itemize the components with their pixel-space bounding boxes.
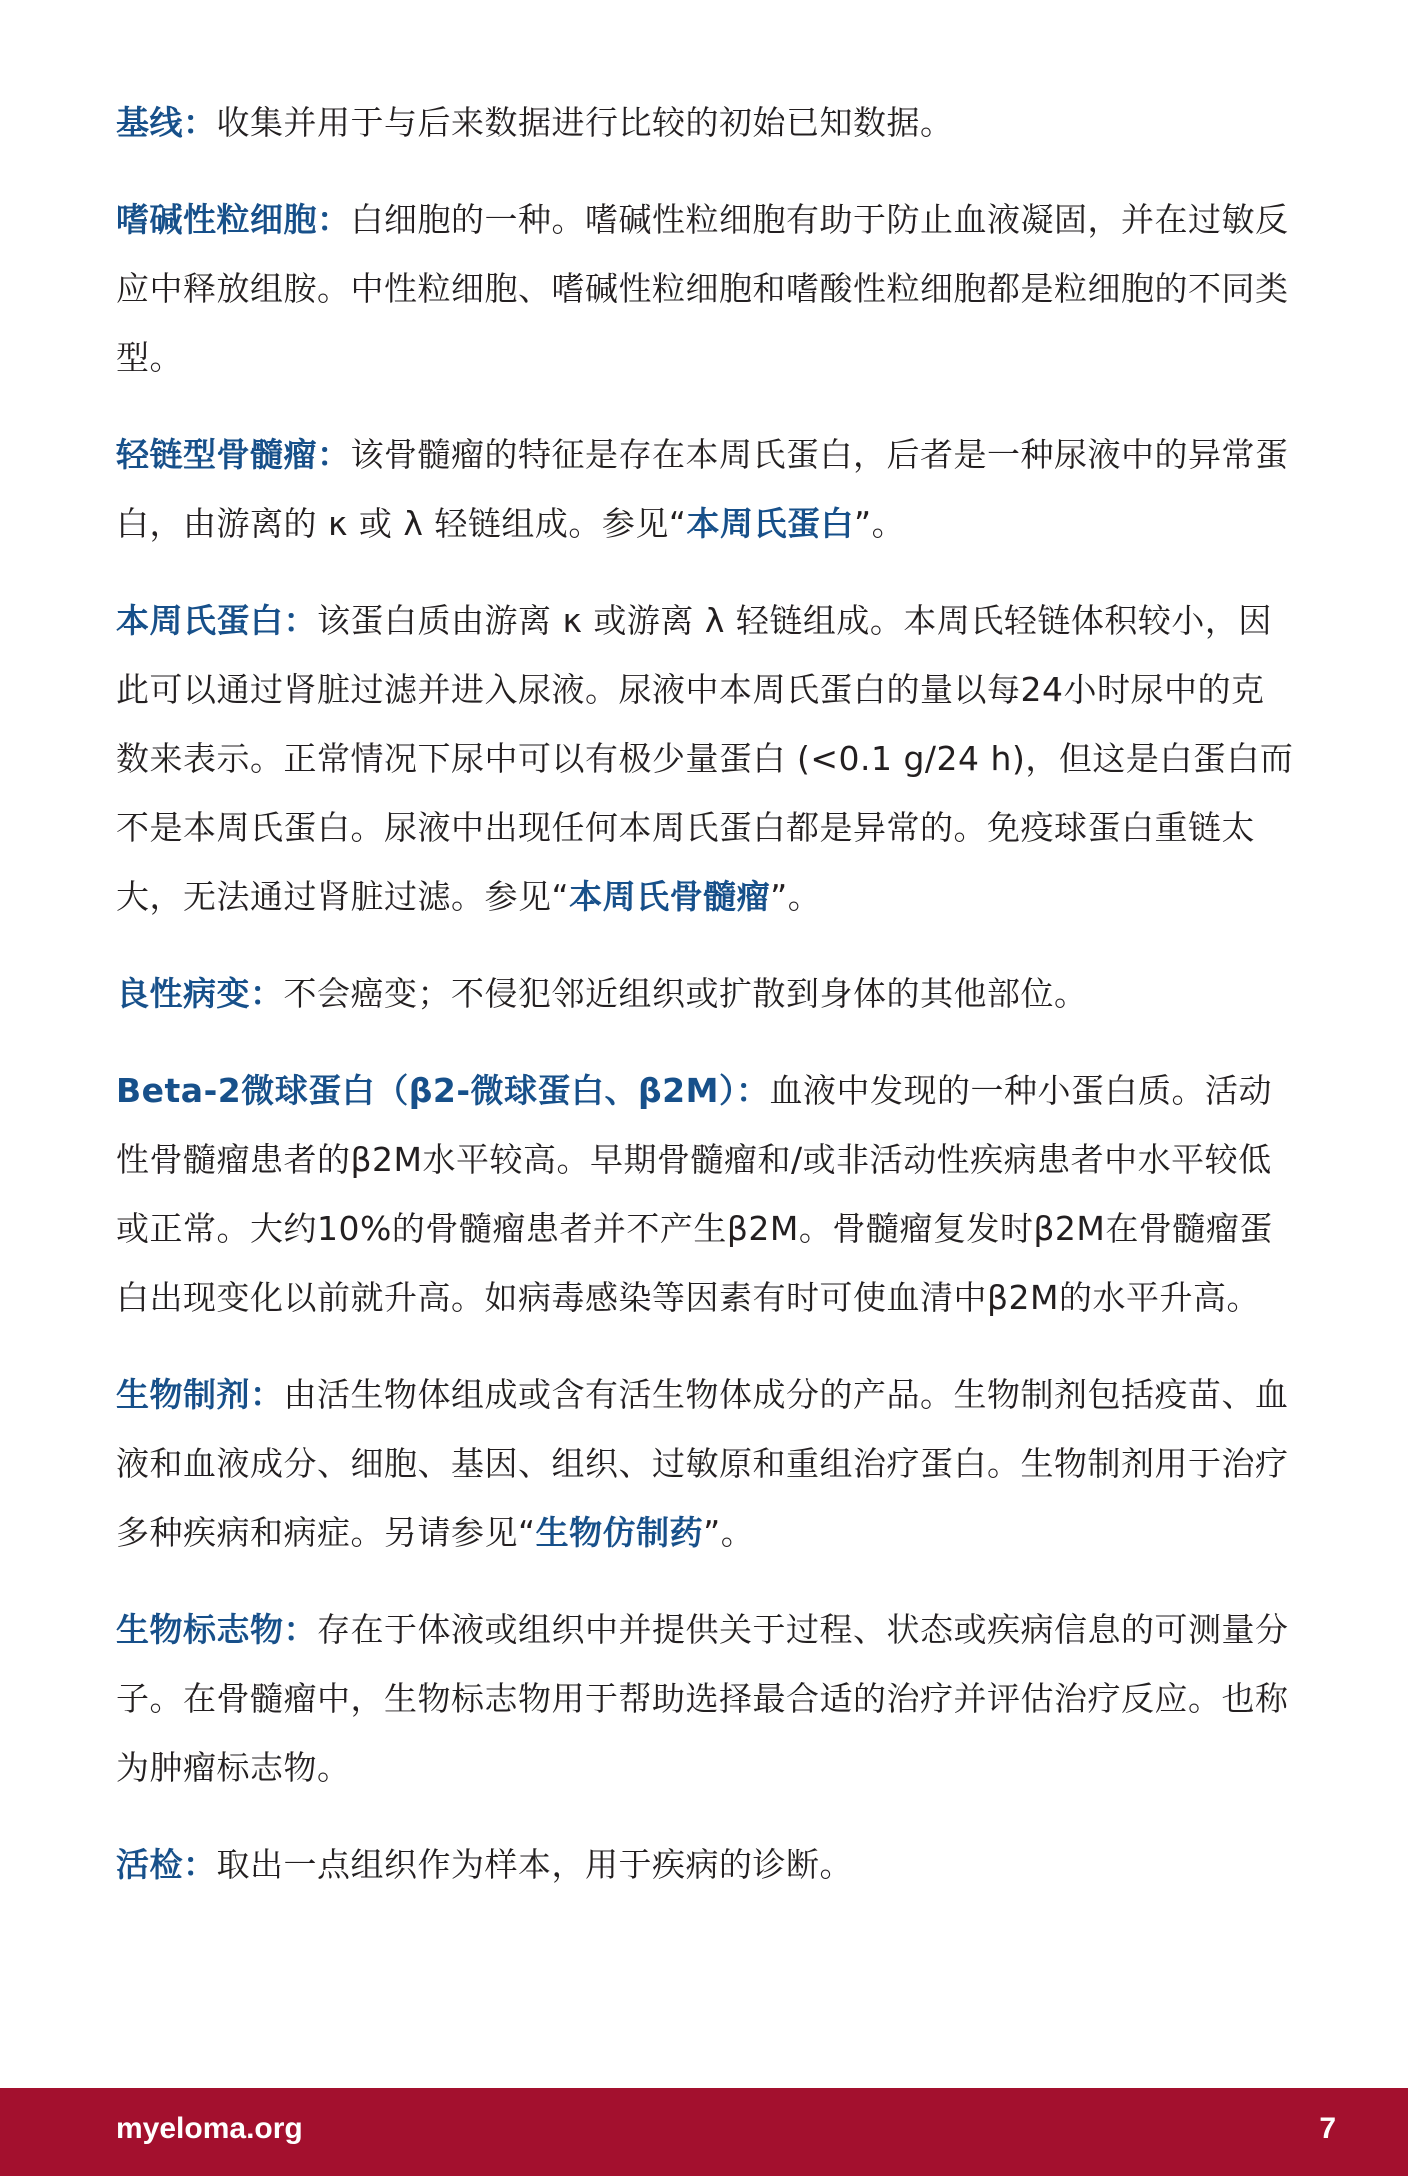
footer-site-link[interactable]: myeloma.org <box>116 2112 303 2145</box>
glossary-entry-light-chain-myeloma <box>116 420 1296 558</box>
glossary-definition: 血液中发现的一种小蛋白质。活动性骨髓瘤患者的β2M水平较高。早期骨髓瘤和/或非活动性疾病患者中水平较低或正常。大约10%的骨髓瘤患者并不产生β2M。骨髓瘤复发时β2M在骨髓瘤蛋白出现变化以前就升高。如病毒感染等因素有时可使血清中β2M的水平升高。 <box>116 1071 1273 1317</box>
glossary-term: 基线： <box>116 103 217 142</box>
glossary-term: Beta-2微球蛋白（β2-微球蛋白、β2M）： <box>116 1071 770 1110</box>
page-number: 7 <box>1319 2112 1336 2145</box>
glossary-term: 良性病变： <box>116 974 284 1013</box>
glossary <box>116 88 1296 1927</box>
cross-reference-link[interactable]: 本周氏骨髓瘤 <box>569 877 771 916</box>
glossary-term: 本周氏蛋白： <box>116 601 317 640</box>
glossary-entry-bence-jones-protein <box>116 586 1296 931</box>
glossary-entry-biopsy <box>116 1830 1296 1899</box>
glossary-definition: 由活生物体组成或含有活生物体成分的产品。生物制剂包括疫苗、血液和血液成分、细胞、基因、组织、过敏原和重组治疗蛋白。生物制剂用于治疗多种疾病和病症。另请参见“ <box>116 1375 1289 1552</box>
cross-reference-link[interactable]: 本周氏蛋白 <box>686 504 855 543</box>
glossary-entry-biologics <box>116 1360 1296 1567</box>
glossary-definition: 不会癌变；不侵犯邻近组织或扩散到身体的其他部位。 <box>283 974 1088 1013</box>
glossary-entry-biomarker <box>116 1595 1296 1802</box>
glossary-entry-baseline <box>116 88 1296 157</box>
glossary-term: 生物制剂： <box>116 1375 284 1414</box>
glossary-definition: 白细胞的一种。嗜碱性粒细胞有助于防止血液凝固，并在过敏反应中释放组胺。中性粒细胞、嗜碱性粒细胞和嗜酸性粒细胞都是粒细胞的不同类型。 <box>116 200 1289 377</box>
glossary-definition-tail: ”。 <box>854 504 906 543</box>
glossary-term: 嗜碱性粒细胞： <box>116 200 351 239</box>
glossary-entry-basophil <box>116 185 1296 392</box>
glossary-definition: 存在于体液或组织中并提供关于过程、状态或疾病信息的可测量分子。在骨髓瘤中，生物标志物用于帮助选择最合适的治疗并评估治疗反应。也称为肿瘤标志物。 <box>116 1610 1289 1787</box>
glossary-term: 轻链型骨髓瘤： <box>116 435 351 474</box>
glossary-term: 生物标志物： <box>116 1610 317 1649</box>
glossary-definition-tail: ”。 <box>703 1513 755 1552</box>
glossary-entry-beta2-microglobulin <box>116 1056 1296 1332</box>
glossary-definition: 该蛋白质由游离 κ 或游离 λ 轻链组成。本周氏轻链体积较小，因此可以通过肾脏过滤并进入尿液。尿液中本周氏蛋白的量以每24小时尿中的克数来表示。正常情况下尿中可以有极少量蛋白 (<0.1 g/24 h)，但这是白蛋白而不是本周氏蛋白。尿液中出现任何本周氏蛋白都是异常的。免疫球蛋白重链太大，无法通过肾脏过滤。参见“ <box>116 601 1294 916</box>
glossary-entry-benign <box>116 959 1296 1028</box>
page-footer <box>0 2088 1408 2176</box>
glossary-definition: 收集并用于与后来数据进行比较的初始已知数据。 <box>216 103 954 142</box>
glossary-definition: 取出一点组织作为样本，用于疾病的诊断。 <box>216 1845 853 1884</box>
cross-reference-link[interactable]: 生物仿制药 <box>535 1513 704 1552</box>
glossary-term: 活检： <box>116 1845 217 1884</box>
glossary-definition-tail: ”。 <box>770 877 822 916</box>
glossary-definition: 该骨髓瘤的特征是存在本周氏蛋白，后者是一种尿液中的异常蛋白，由游离的 κ 或 λ 轻链组成。参见“ <box>116 435 1289 543</box>
